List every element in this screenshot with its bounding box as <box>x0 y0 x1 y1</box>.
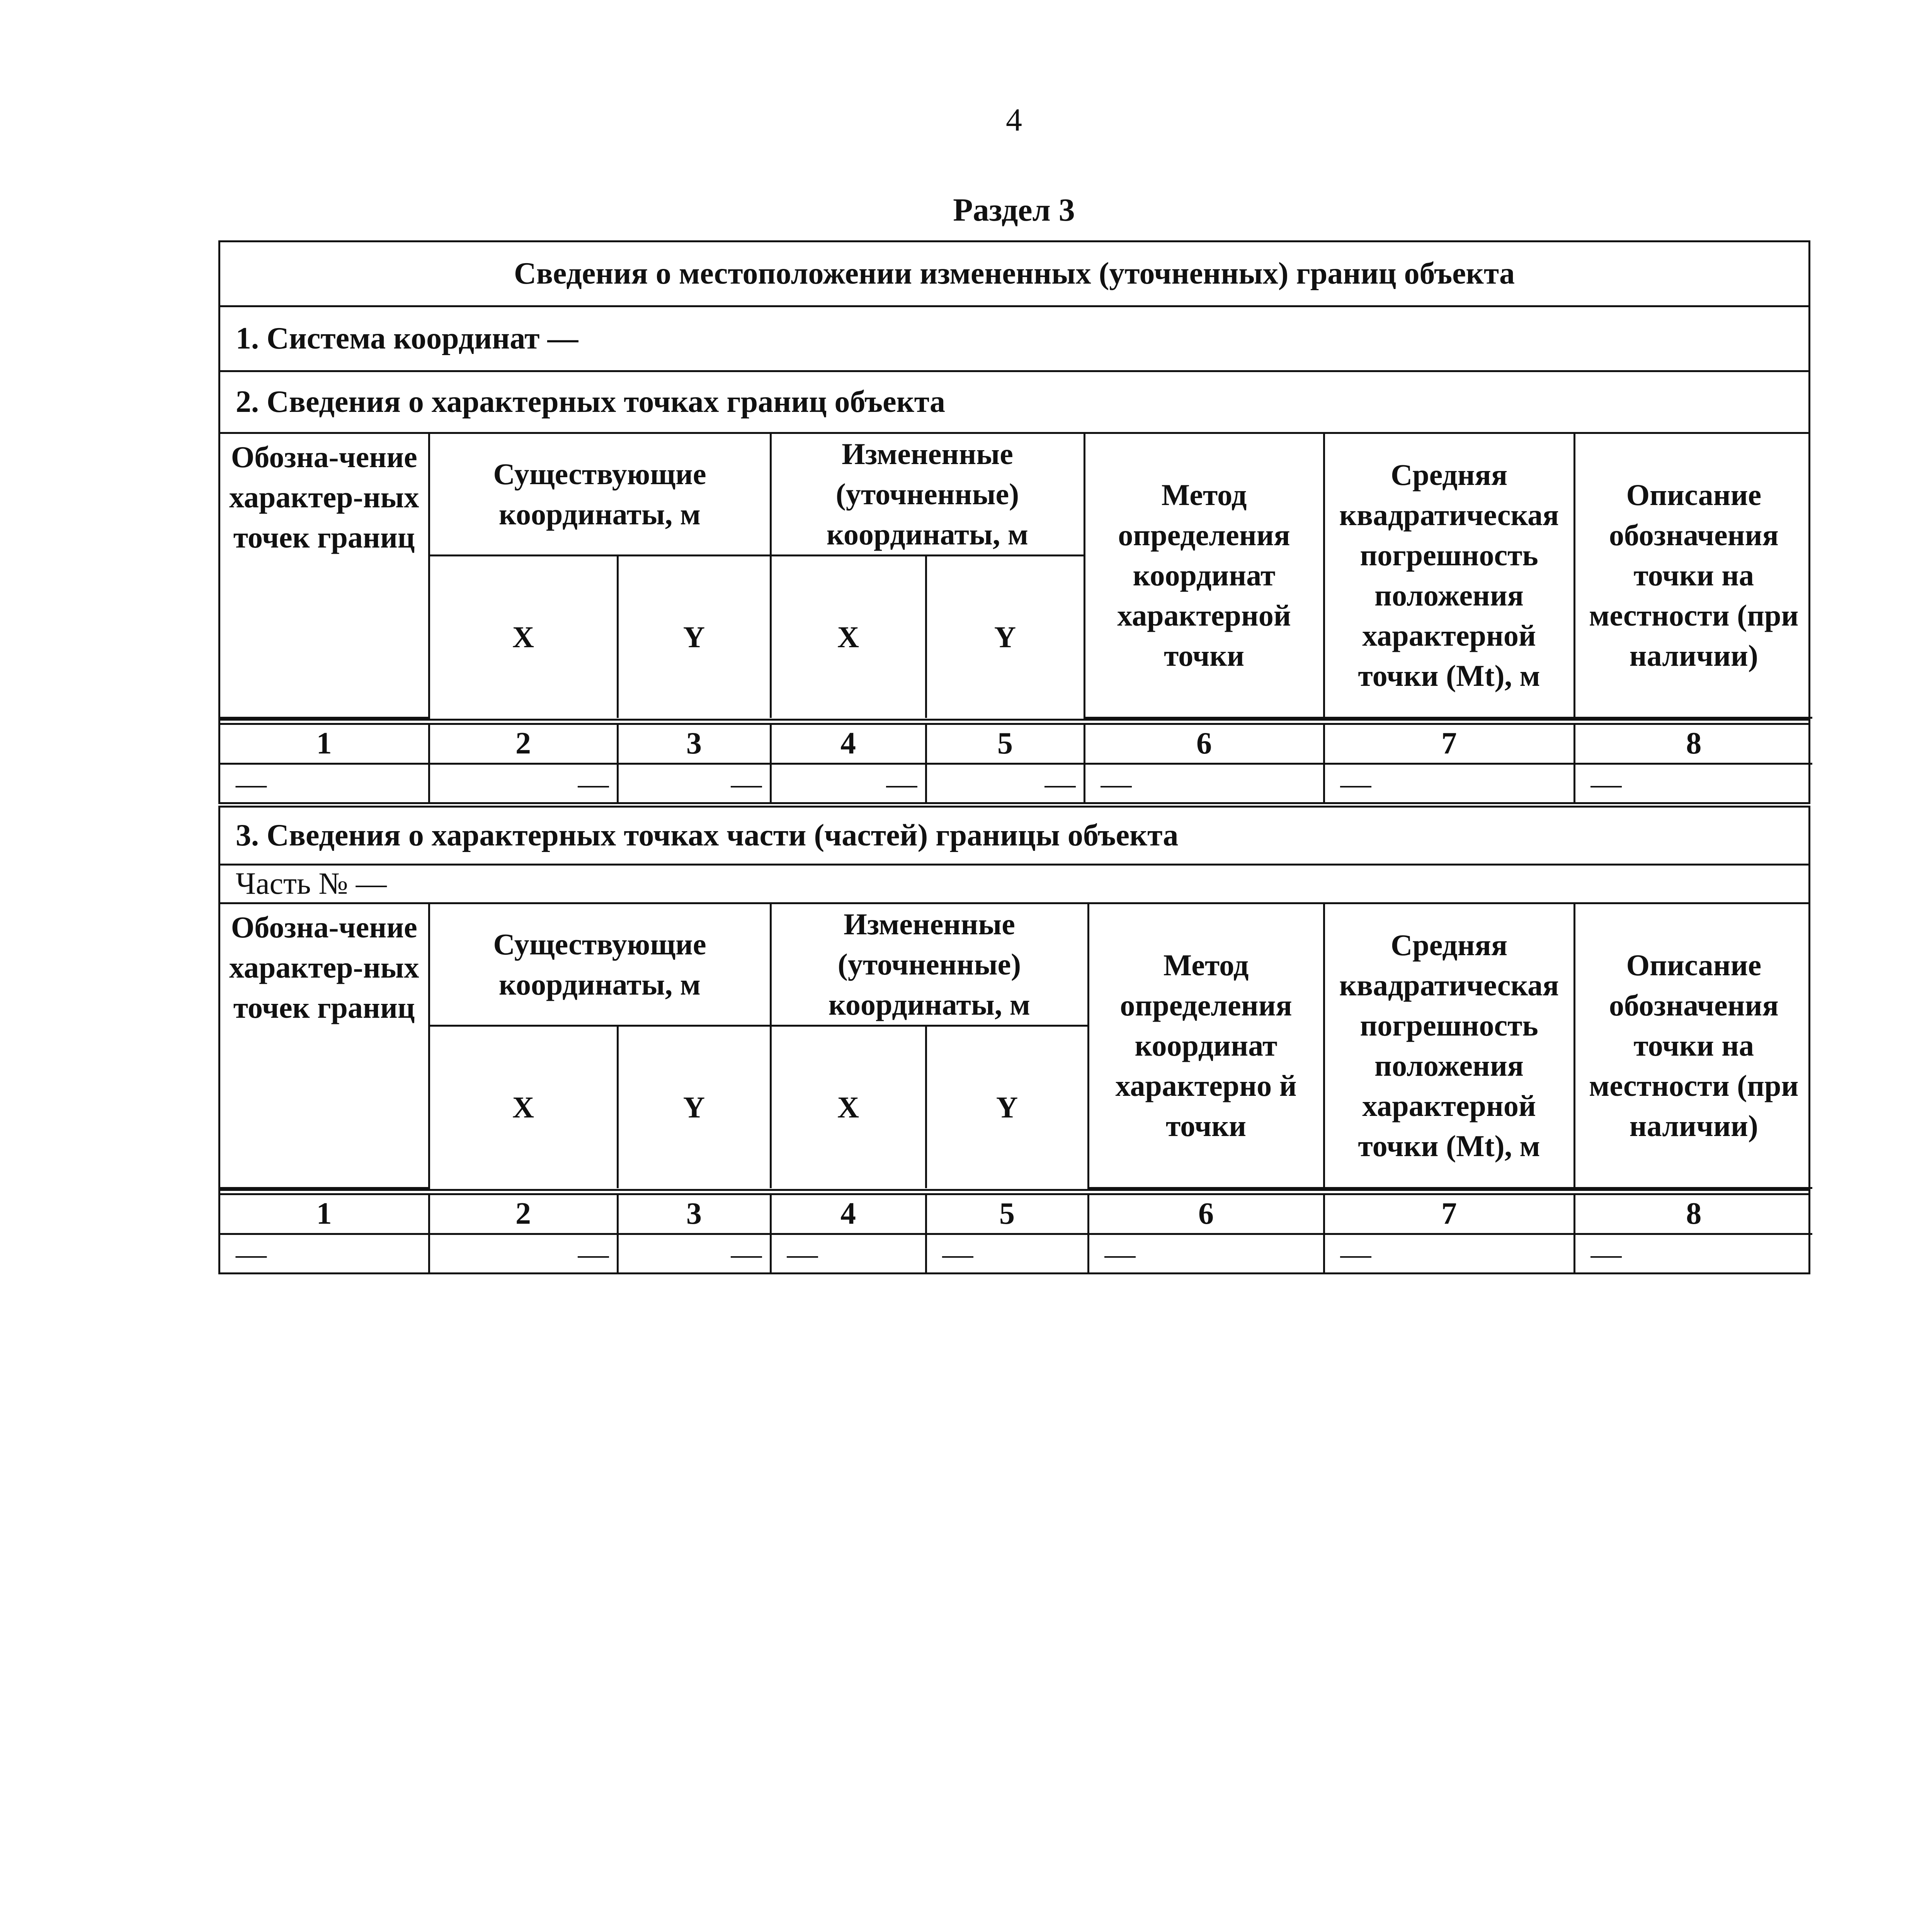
dash-cell <box>220 1234 429 1272</box>
dash: — <box>731 767 762 801</box>
method-header: Метод определения координат характерной точки <box>1084 434 1324 718</box>
col-number: 7 <box>1324 1195 1574 1234</box>
points-header-table <box>220 434 1812 719</box>
dash: — <box>787 1237 818 1271</box>
dash-cell <box>1324 764 1574 802</box>
dash: — <box>1101 767 1132 801</box>
part-number-line: Часть № — <box>220 866 1808 904</box>
col-number: 4 <box>771 725 926 764</box>
existing-coords-header: Существующие координаты, м <box>429 904 771 1026</box>
separator <box>220 1189 1808 1195</box>
method-header: Метод определения координат характерно й точки <box>1088 904 1324 1188</box>
col-number: 1 <box>220 725 429 764</box>
dash-cell <box>926 764 1084 802</box>
col-number: 6 <box>1088 1195 1324 1234</box>
error-header: Средняя квадратическая погрешность положения характерной точки (Mt), м <box>1324 434 1574 718</box>
dash: — <box>1340 1237 1371 1271</box>
existing-y-header: Y <box>617 1026 771 1188</box>
dash: — <box>236 1237 267 1271</box>
dash-cell <box>429 1234 617 1272</box>
error-header: Средняя квадратическая погрешность положения характерной точки (Mt), м <box>1324 904 1574 1188</box>
separator <box>220 719 1808 725</box>
dash-cell <box>771 1234 926 1272</box>
description-header: Описание обозначения точки на местности (при наличии) <box>1574 904 1812 1188</box>
dash: — <box>1590 767 1622 801</box>
col-number: 2 <box>429 1195 617 1234</box>
existing-x-header: X <box>429 556 617 718</box>
existing-y-header: Y <box>617 556 771 718</box>
col-number: 2 <box>429 725 617 764</box>
dash: — <box>1590 1237 1622 1271</box>
changed-coords-header: Измененные (уточненные) координаты, м <box>771 904 1088 1026</box>
col-number: 7 <box>1324 725 1574 764</box>
parts-title: 3. Сведения о характерных точках части (частей) границы объекта <box>220 808 1808 866</box>
changed-x-header: X <box>771 1026 926 1188</box>
block-header: Сведения о местоположении измененных (уточненных) границ объекта <box>220 242 1808 307</box>
dash: — <box>731 1237 762 1271</box>
col-number: 5 <box>926 725 1084 764</box>
designation-header: Обозна-чение характер-ных точек границ <box>220 434 429 718</box>
dash-cell <box>220 764 429 802</box>
dash: — <box>1044 767 1076 801</box>
col-number: 8 <box>1574 725 1812 764</box>
changed-coords-header: Измененные (уточненные) координаты, м <box>771 434 1084 556</box>
dash: — <box>942 1237 973 1271</box>
dash: — <box>578 767 609 801</box>
dash-cell <box>1574 1234 1812 1272</box>
points-title: 2. Сведения о характерных точках границ объекта <box>220 372 1808 434</box>
col-number: 8 <box>1574 1195 1812 1234</box>
dash-cell <box>1084 764 1324 802</box>
column-numbers-table <box>220 725 1812 802</box>
section-title: Раздел 3 <box>953 192 1075 228</box>
col-number: 6 <box>1084 725 1324 764</box>
dash-cell <box>429 764 617 802</box>
dash-cell <box>617 764 771 802</box>
dash-cell <box>1088 1234 1324 1272</box>
column-numbers-table <box>220 1195 1812 1272</box>
col-number: 1 <box>220 1195 429 1234</box>
dash-cell <box>926 1234 1088 1272</box>
dash-cell <box>1574 764 1812 802</box>
existing-x-header: X <box>429 1026 617 1188</box>
coordinate-system-line: 1. Система координат — <box>220 307 1808 372</box>
col-number: 3 <box>617 1195 771 1234</box>
changed-y-header: Y <box>926 1026 1088 1188</box>
dash: — <box>578 1237 609 1271</box>
existing-coords-header: Существующие координаты, м <box>429 434 771 556</box>
dash-cell <box>1324 1234 1574 1272</box>
dash-cell <box>617 1234 771 1272</box>
description-header: Описание обозначения точки на местности (при наличии) <box>1574 434 1812 718</box>
changed-y-header: Y <box>926 556 1084 718</box>
dash: — <box>1104 1237 1136 1271</box>
changed-x-header: X <box>771 556 926 718</box>
col-number: 4 <box>771 1195 926 1234</box>
parts-info-block <box>218 806 1810 1274</box>
boundary-info-block <box>218 240 1810 804</box>
dash: — <box>1340 767 1371 801</box>
page-number: 4 <box>1006 102 1022 138</box>
dash: — <box>236 767 267 801</box>
col-number: 5 <box>926 1195 1088 1234</box>
parts-header-table <box>220 904 1812 1189</box>
col-number: 3 <box>617 725 771 764</box>
designation-header: Обозна-чение характер-ных точек границ <box>220 904 429 1188</box>
dash: — <box>886 767 917 801</box>
dash-cell <box>771 764 926 802</box>
